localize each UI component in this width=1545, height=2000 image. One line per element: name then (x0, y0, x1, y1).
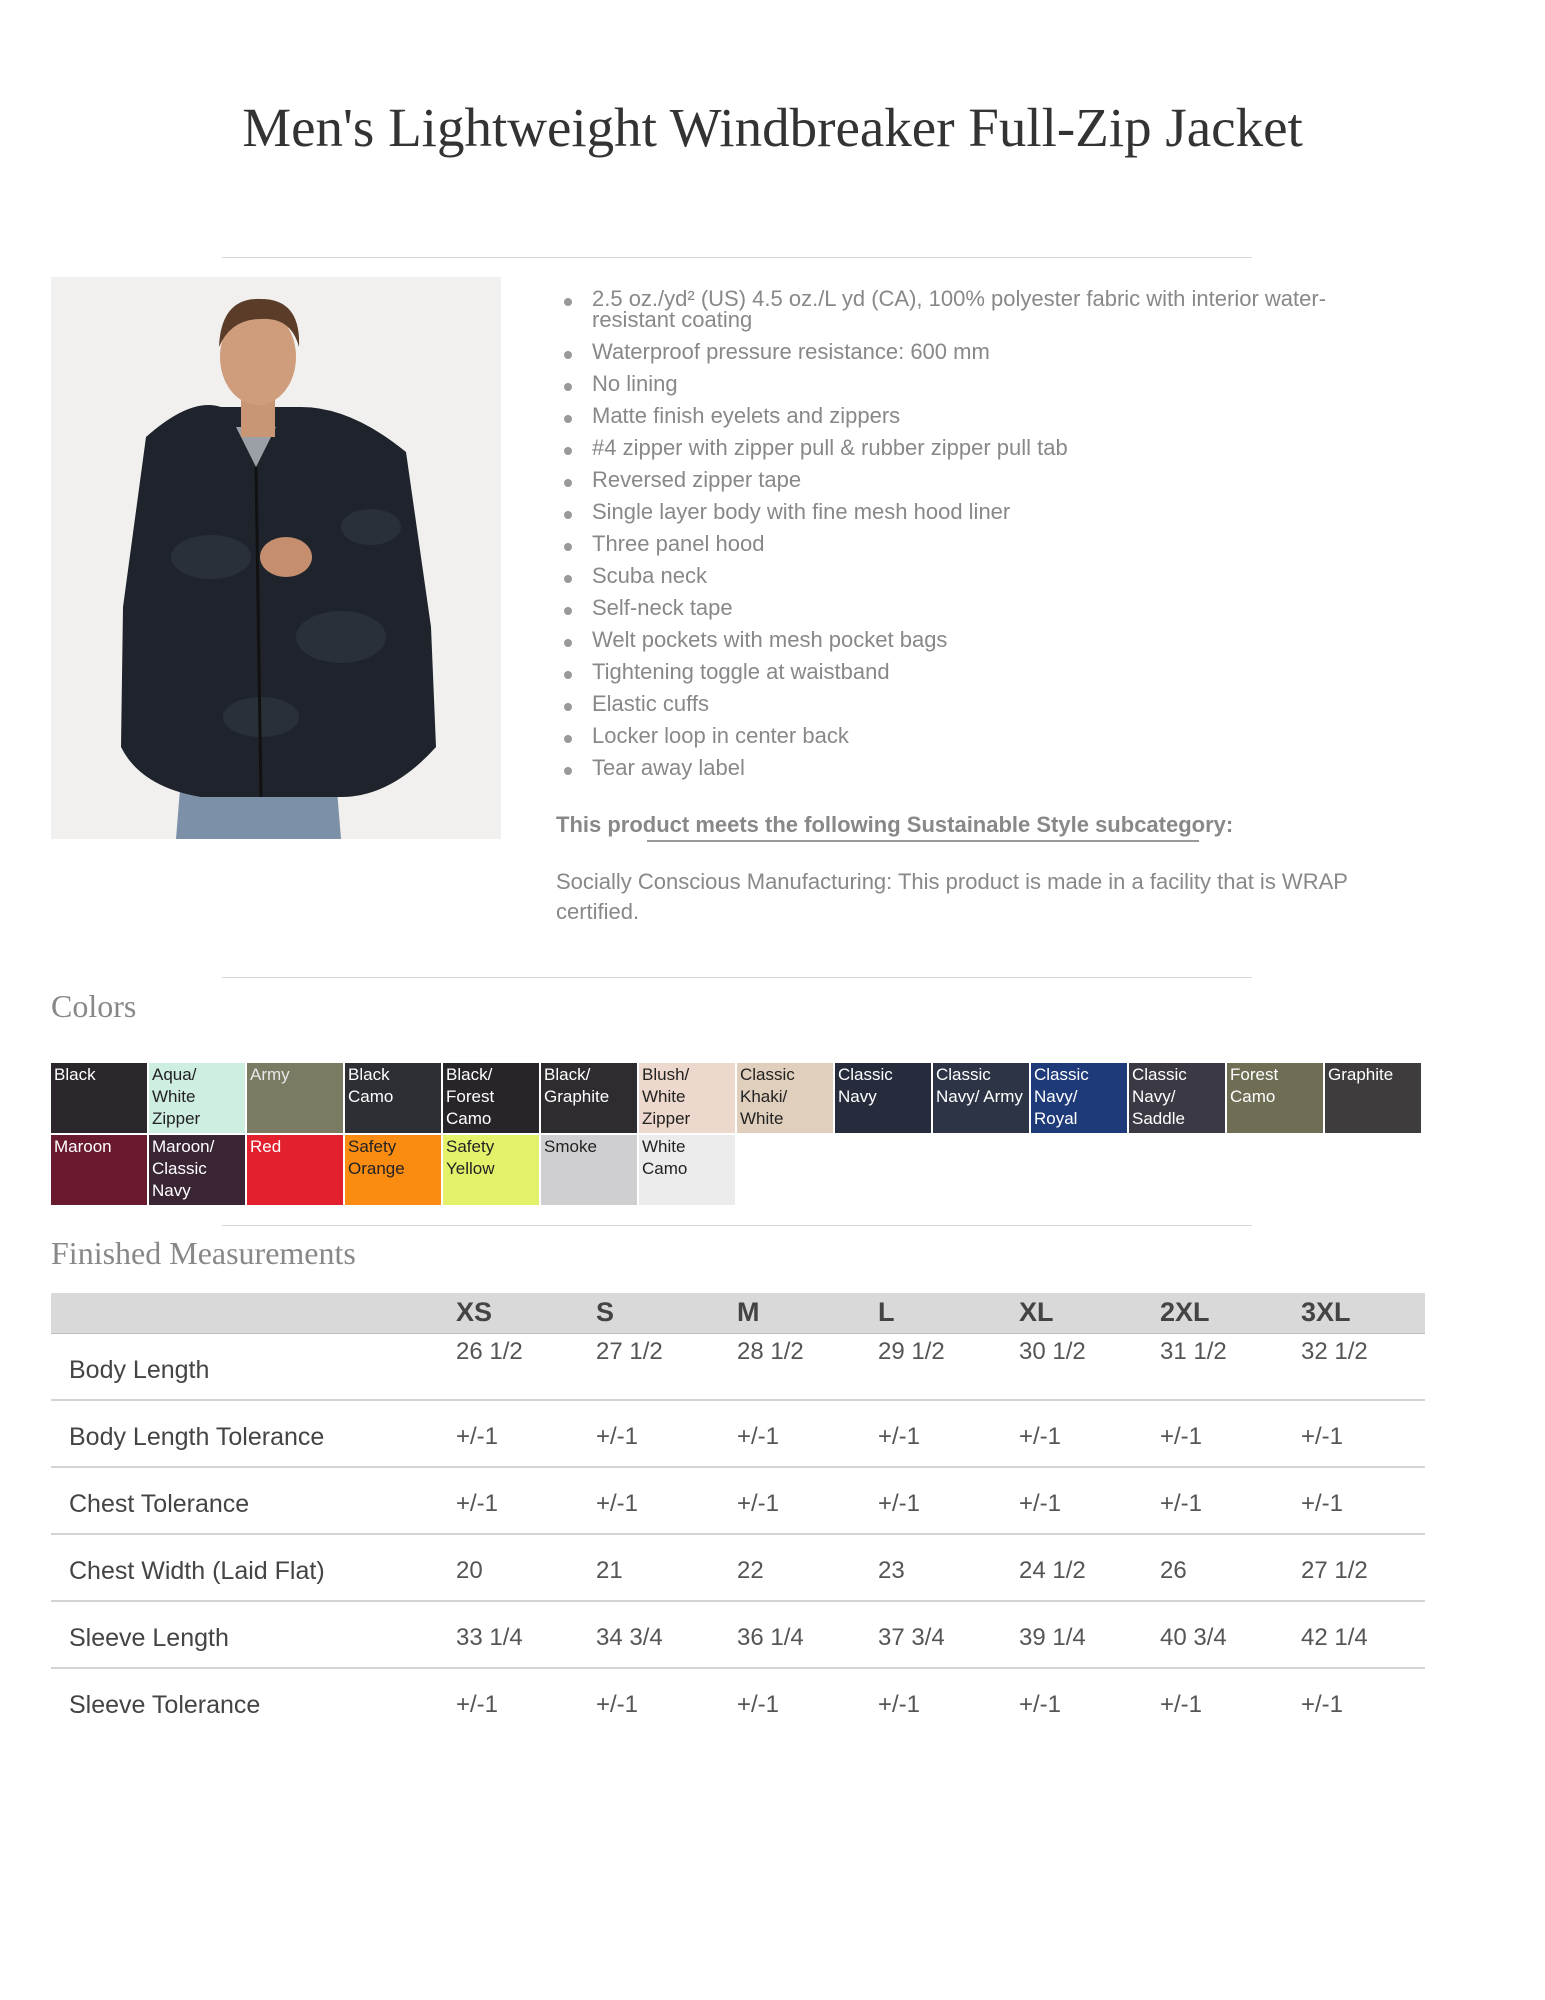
feature-text: 2.5 oz./yd² (US) 4.5 oz./L yd (CA), 100% polyester fabric with interior water-resistant coating (592, 286, 1327, 332)
feature-item (556, 725, 1376, 747)
color-swatch[interactable] (1227, 1063, 1323, 1133)
feature-text: No lining (592, 371, 678, 396)
bullet-icon (564, 447, 572, 455)
bullet-icon (564, 298, 572, 306)
color-swatch[interactable] (639, 1135, 735, 1205)
bullet-icon (564, 543, 572, 551)
measurement-value: 28 1/2 (737, 1338, 804, 1365)
color-swatch[interactable] (639, 1063, 735, 1133)
color-name: Classic Navy/ Army (936, 1065, 1023, 1106)
measurement-value: 39 1/4 (1019, 1624, 1086, 1651)
color-name: Army (250, 1065, 290, 1084)
measurement-value: 31 1/2 (1160, 1338, 1227, 1365)
bullet-icon (564, 703, 572, 711)
color-swatch[interactable] (835, 1063, 931, 1133)
sustainability-heading: This product meets the following Sustainable Style subcategory: (556, 812, 1234, 837)
measurement-value: +/-1 (1301, 1691, 1344, 1718)
table-header (51, 1293, 1425, 1334)
color-swatch[interactable] (737, 1063, 833, 1133)
bullet-icon (564, 767, 572, 775)
row-label: Sleeve Length (69, 1624, 229, 1652)
measurement-value: +/-1 (456, 1691, 499, 1718)
feature-item (556, 437, 1376, 459)
feature-text: Three panel hood (592, 531, 765, 556)
feature-item (556, 288, 1376, 330)
feature-text: Reversed zipper tape (592, 467, 802, 492)
color-swatch[interactable] (51, 1063, 147, 1133)
measurement-value: +/-1 (878, 1423, 921, 1450)
color-name: Classic Khaki/ White (740, 1065, 795, 1128)
measurement-value: +/-1 (596, 1691, 639, 1718)
feature-item (556, 405, 1376, 427)
color-swatch[interactable] (541, 1063, 637, 1133)
divider (222, 977, 1252, 978)
color-name: Classic Navy (838, 1065, 893, 1106)
measurement-value: 42 1/4 (1301, 1624, 1368, 1651)
measurement-value: +/-1 (596, 1423, 639, 1450)
size-header: XS (456, 1297, 493, 1327)
color-swatch[interactable] (345, 1135, 441, 1205)
color-name: Red (250, 1137, 282, 1156)
color-swatch[interactable] (443, 1135, 539, 1205)
color-swatch[interactable] (1325, 1063, 1421, 1133)
measurement-value: +/-1 (737, 1423, 780, 1450)
color-swatch[interactable] (345, 1063, 441, 1133)
size-header: M (737, 1297, 760, 1327)
color-name: Graphite (1328, 1065, 1394, 1084)
measurement-value: 30 1/2 (1019, 1338, 1086, 1365)
measurement-value: +/-1 (737, 1490, 780, 1517)
color-swatch[interactable] (149, 1063, 245, 1133)
measurement-value: 36 1/4 (737, 1624, 804, 1651)
color-swatch[interactable] (541, 1135, 637, 1205)
color-name: Smoke (544, 1137, 597, 1156)
measurement-value: +/-1 (596, 1490, 639, 1517)
measurement-value: +/-1 (1019, 1423, 1062, 1450)
table-row (51, 1535, 1425, 1602)
color-swatch[interactable] (1031, 1063, 1127, 1133)
feature-text: #4 zipper with zipper pull & rubber zipper pull tab (592, 435, 1068, 460)
bullet-icon (564, 671, 572, 679)
feature-item (556, 661, 1376, 683)
row-label: Body Length (69, 1356, 210, 1384)
measurement-value: 22 (737, 1557, 764, 1584)
measurement-value: +/-1 (1301, 1490, 1344, 1517)
measurement-value: 26 1/2 (456, 1338, 523, 1365)
measurements-heading: Finished Measurements (51, 1235, 356, 1271)
measurement-value: +/-1 (878, 1490, 921, 1517)
feature-item (556, 501, 1376, 523)
feature-text: Elastic cuffs (592, 691, 709, 716)
bullet-icon (564, 607, 572, 615)
measurement-value: +/-1 (1160, 1423, 1203, 1450)
size-header: L (878, 1297, 895, 1327)
table-row (51, 1468, 1425, 1535)
feature-item (556, 597, 1376, 619)
measurement-value: +/-1 (1019, 1490, 1062, 1517)
measurement-value: 27 1/2 (1301, 1557, 1368, 1584)
table-row (51, 1401, 1425, 1468)
measurement-value: 20 (456, 1557, 483, 1584)
measurement-value: +/-1 (878, 1691, 921, 1718)
bullet-icon (564, 639, 572, 647)
color-name: Maroon (54, 1137, 112, 1156)
feature-item (556, 629, 1376, 651)
page-title: Men's Lightweight Windbreaker Full-Zip Jacket (242, 97, 1303, 158)
color-swatch[interactable] (443, 1063, 539, 1133)
row-label: Sleeve Tolerance (69, 1691, 261, 1719)
sustainability-text: Socially Conscious Manufacturing: This product is made in a facility that is WRAP certified. (556, 869, 1348, 924)
feature-text: Matte finish eyelets and zippers (592, 403, 901, 428)
measurement-value: +/-1 (456, 1423, 499, 1450)
bullet-icon (564, 479, 572, 487)
color-swatch[interactable] (933, 1063, 1029, 1133)
row-label: Body Length Tolerance (69, 1423, 325, 1451)
color-name: Aqua/ White Zipper (152, 1065, 201, 1128)
color-swatch[interactable] (51, 1135, 147, 1205)
bullet-icon (564, 735, 572, 743)
measurement-value: 37 3/4 (878, 1624, 945, 1651)
divider (222, 1225, 1252, 1226)
color-name: Black/ Forest Camo (446, 1065, 495, 1128)
measurement-value: 23 (878, 1557, 905, 1584)
product-photo (51, 277, 501, 839)
measurement-value: +/-1 (1301, 1423, 1344, 1450)
measurement-value: 29 1/2 (878, 1338, 945, 1365)
measurement-value: 32 1/2 (1301, 1338, 1368, 1365)
table-row (51, 1602, 1425, 1669)
measurement-value: +/-1 (737, 1691, 780, 1718)
row-label: Chest Width (Laid Flat) (69, 1557, 325, 1585)
feature-item (556, 533, 1376, 555)
table-row (51, 1334, 1425, 1401)
row-label: Chest Tolerance (69, 1490, 250, 1518)
color-name: White Camo (642, 1137, 688, 1178)
colors-heading: Colors (51, 988, 137, 1024)
feature-text: Tightening toggle at waistband (592, 659, 890, 684)
feature-item (556, 469, 1376, 491)
feature-text: Tear away label (592, 755, 745, 780)
bullet-icon (564, 415, 572, 423)
feature-item (556, 757, 1376, 779)
measurement-value: 27 1/2 (596, 1338, 663, 1365)
sustainability-underline (647, 840, 1199, 842)
feature-list (556, 288, 1376, 789)
bullet-icon (564, 351, 572, 359)
color-name: Forest Camo (1230, 1065, 1279, 1106)
measurement-value: 33 1/4 (456, 1624, 523, 1651)
feature-text: Scuba neck (592, 563, 707, 588)
measurement-value: 24 1/2 (1019, 1557, 1086, 1584)
measurement-value: 26 (1160, 1557, 1187, 1584)
feature-text: Welt pockets with mesh pocket bags (592, 627, 948, 652)
color-name: Blush/ White Zipper (642, 1065, 691, 1128)
color-swatch[interactable] (247, 1063, 343, 1133)
size-header: 2XL (1160, 1297, 1210, 1327)
feature-item (556, 565, 1376, 587)
feature-text: Self-neck tape (592, 595, 733, 620)
feature-text: Waterproof pressure resistance: 600 mm (592, 339, 990, 364)
bullet-icon (564, 383, 572, 391)
measurement-value: 40 3/4 (1160, 1624, 1227, 1651)
size-header: 3XL (1301, 1297, 1351, 1327)
measurement-value: +/-1 (1019, 1691, 1062, 1718)
feature-text: Locker loop in center back (592, 723, 849, 748)
color-name: Safety Yellow (446, 1137, 495, 1178)
color-name: Black Camo (348, 1065, 394, 1106)
color-name: Maroon/ Classic Navy (152, 1137, 215, 1200)
size-header: S (596, 1297, 615, 1327)
feature-item (556, 693, 1376, 715)
color-name: Black/ Graphite (544, 1065, 610, 1106)
measurement-value: 34 3/4 (596, 1624, 663, 1651)
feature-text: Single layer body with fine mesh hood liner (592, 499, 1011, 524)
bullet-icon (564, 511, 572, 519)
feature-item (556, 341, 1376, 363)
color-swatch[interactable] (1129, 1063, 1225, 1133)
color-name: Classic Navy/ Royal (1034, 1065, 1089, 1128)
measurement-value: +/-1 (456, 1490, 499, 1517)
color-swatch[interactable] (149, 1135, 245, 1205)
color-name: Black (54, 1065, 96, 1084)
color-name: Safety Orange (348, 1137, 405, 1178)
measurement-value: +/-1 (1160, 1691, 1203, 1718)
feature-item (556, 373, 1376, 395)
measurement-value: +/-1 (1160, 1490, 1203, 1517)
divider (222, 257, 1252, 258)
bullet-icon (564, 575, 572, 583)
table-row (51, 1669, 1425, 1736)
size-header: XL (1019, 1297, 1054, 1327)
color-name: Classic Navy/ Saddle (1132, 1065, 1187, 1128)
color-swatch[interactable] (247, 1135, 343, 1205)
measurement-value: 21 (596, 1557, 623, 1584)
